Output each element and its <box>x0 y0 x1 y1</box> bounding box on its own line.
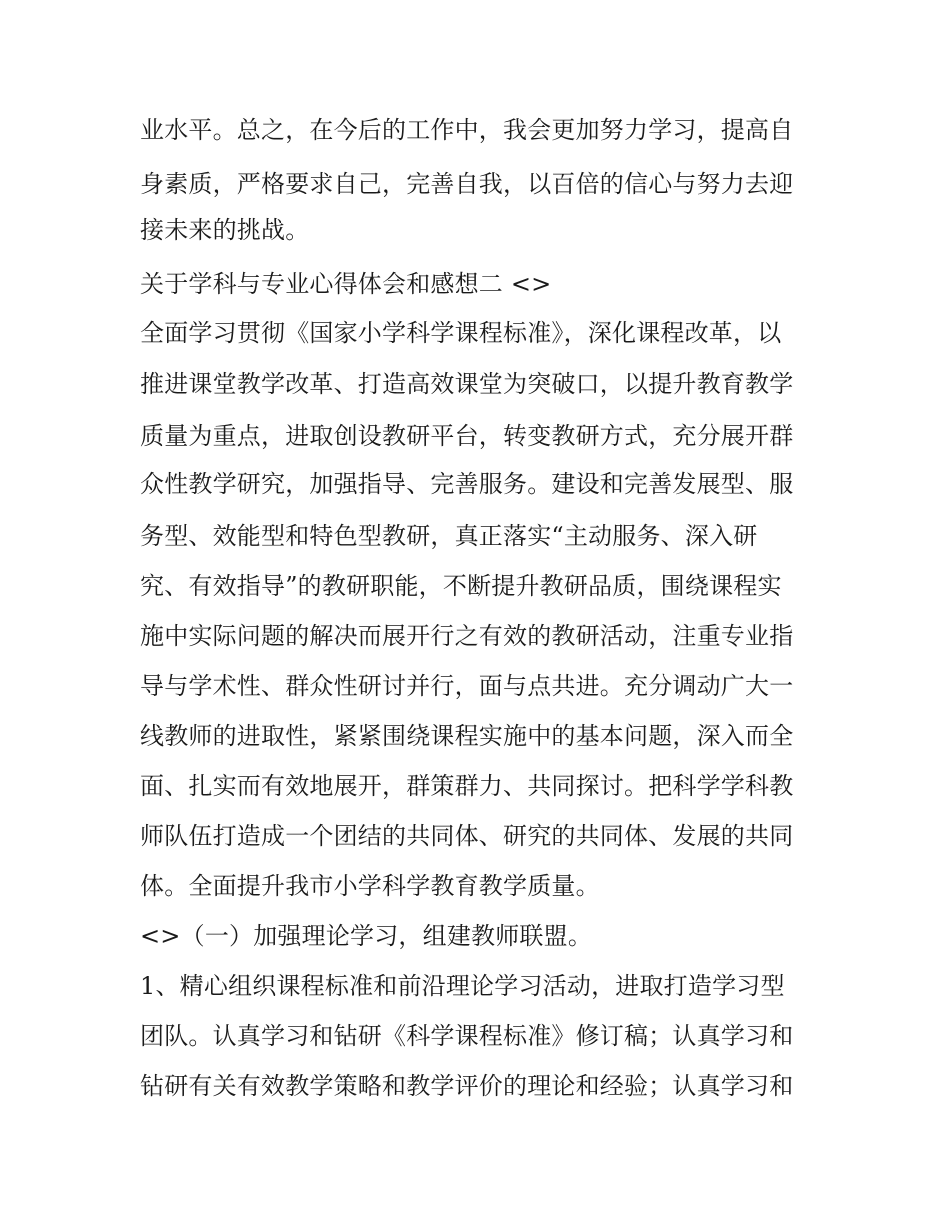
text-line: 1、精心组织课程标准和前沿理论学习活动，进取打造学习型 <box>140 972 785 1000</box>
text-line: 推进课堂教学改革、打造高效课堂为突破口，以提升教育教学 <box>140 370 794 398</box>
text-line: 众性教学研究，加强指导、完善服务。建设和完善发展型、服 <box>140 470 794 498</box>
text-line: 体。全面提升我市小学科学教育教学质量。 <box>140 872 600 900</box>
text-line: 钻研有关有效教学策略和教学评价的理论和经验；认真学习和 <box>140 1072 794 1100</box>
text-line: 师队伍打造成一个团结的共同体、研究的共同体、发展的共同 <box>140 822 794 850</box>
text-line: 究、有效指导”的教研职能，不断提升教研品质，围绕课程实 <box>140 572 782 600</box>
text-line: 业水平。总之，在今后的工作中，我会更加努力学习，提高自 <box>140 116 794 144</box>
text-line: 全面学习贯彻《国家小学科学课程标准》，深化课程改革，以 <box>140 319 782 347</box>
section-heading: 关于学科与专业心得体会和感想二 <> <box>140 270 552 298</box>
text-line: 务型、效能型和特色型教研，真正落实“主动服务、深入研 <box>140 522 758 550</box>
text-line: 团队。认真学习和钻研《科学课程标准》修订稿；认真学习和 <box>140 1022 794 1050</box>
text-line: 接未来的挑战。 <box>140 216 310 244</box>
text-line: 质量为重点，进取创设教研平台，转变教研方式，充分展开群 <box>140 422 794 450</box>
text-line: 导与学术性、群众性研讨并行，面与点共进。充分调动广大一 <box>140 672 794 700</box>
text-line: 身素质，严格要求自己，完善自我，以百倍的信心与努力去迎 <box>140 170 794 198</box>
text-line: 施中实际问题的解决而展开行之有效的教研活动，注重专业指 <box>140 622 794 650</box>
text-line: 线教师的进取性，紧紧围绕课程实施中的基本问题，深入而全 <box>140 722 794 750</box>
text-line: 面、扎实而有效地展开，群策群力、共同探讨。把科学学科教 <box>140 772 794 800</box>
subsection-heading: <>（一）加强理论学习，组建教师联盟。 <box>140 922 593 950</box>
